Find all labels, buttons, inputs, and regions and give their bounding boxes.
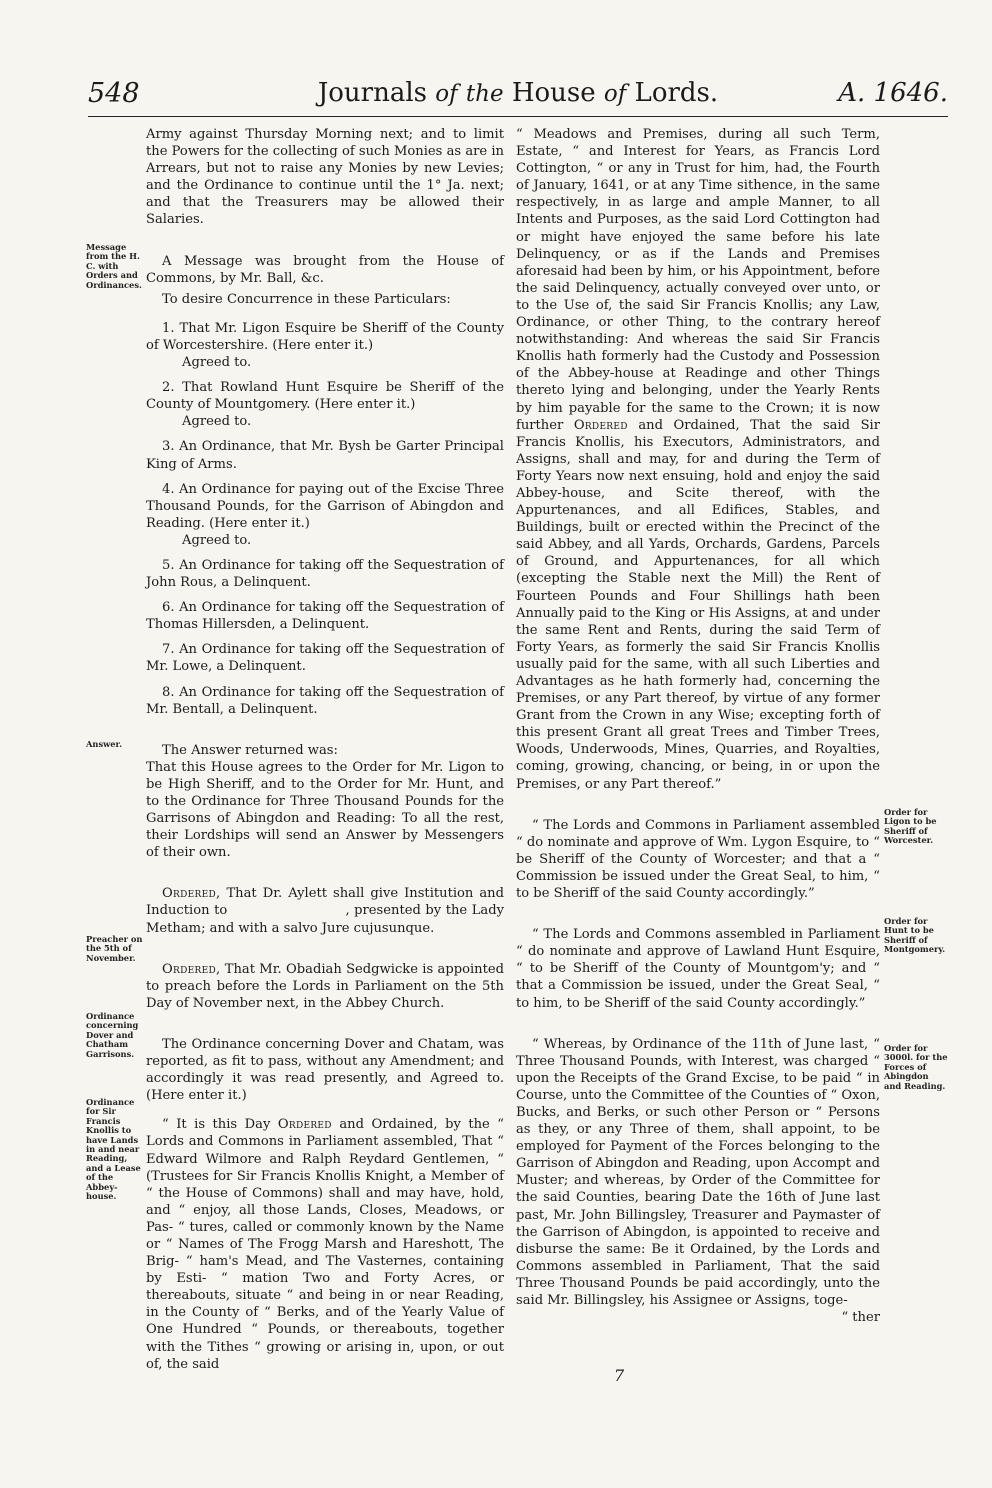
running-title: Journals of the House of Lords. xyxy=(317,78,719,108)
right-column xyxy=(516,126,880,1326)
catchword: “ ther xyxy=(841,1310,880,1326)
answer-text: That this House agrees to the Order for Mr. Ligon to be High Sheriff, and to the Order for Mr. Hunt, and to the Ordinance for Three Thousand Pounds for the Garrisons of Abingdon and Reading: To all the rest, their Lordships will send an Answer by Messengers of their own. xyxy=(146,759,504,861)
item-8: 8. An Ordinance for taking off the Sequestration of Mr. Bentall, a Delinquent. xyxy=(146,684,504,717)
order-sedgwicke: Ordered, That Mr. Obadiah Sedgwicke is appointed to preach before the Lords in Parliament on the 5th Day of November next, in the Abbey Church. xyxy=(146,961,504,1011)
margin-note-abingdon: Order for 3000l. for the Forces of Abingdon and Reading. xyxy=(884,1043,948,1091)
item-2: 2. That Rowland Hunt Esquire be Sheriff of the County of Mountgomery. (Here enter it.) xyxy=(146,380,504,413)
margin-note-ligon: Order for Ligon to be Sheriff of Worcester. xyxy=(884,807,937,846)
margin-note-answer: Answer. xyxy=(86,739,123,749)
margin-note-hunt: Order for Hunt to be Sheriff of Montgomery. xyxy=(884,916,946,955)
knollis-continued: “ Meadows and Premises, during all such Term, Estate, “ and Interest for Years, as Francis Lord Cottington, “ or any in Trust for him, had, the Fourth of January, 1641, or at any Time sithence, in the same respectively, in as large and ample Manner, to all Intents and Purposes, as the said Lord Cottington had or might have enjoyed the same before his late Delinquency, or as if the Lands and Premises aforesaid had been by him, or his Appointment, before the said Delinquency, actually conveyed over unto, or to the Use of, the said Sir Francis Knollis; any Law, Ordinance, or other Thing, to the contrary hereof notwithstanding: And whereas the said Sir Francis Knollis hath formerly had the Custody and Possession of the Abbey-house at Readinge and other Things thereto lying and belonging, under the Yearly Rents by him payable for the same to the Crown; it is now further Ordered and Ordained, That the said Sir Francis Knollis, his Executors, Administrators, and Assigns, shall and may, for and during the Term of Forty Years now next ensuing, hold and enjoy the said Abbey-house, and Scite thereof, with the Appurtenances, and all Edifices, Stables, and Buildings, built or erected within the Precinct of the said Abbey, and all Yards, Orchards, Gardens, Parcels of Ground, and Appurtenances, for all which (excepting the Stable next the Mill) the Rent of Fourteen Pounds and Four Shillings hath been Annually paid to the King or His Assigns, at and under the same Rent and Rents, during the said Term of Forty Years, as formerly the said Sir Francis Knollis usually paid for the same, with all such Liberties and Advantages as he hath formerly had, concerning the Premises, or any Part thereof, by virtue of any former Grant from the Crown in any Wise; excepting forth of this present Grant all great Trees and Timber Trees, Woods, Underwoods, Mines, Quarries, and Royalties, coming, growing, chancing, or being, in or upon the Premises, or any Part thereof.” xyxy=(516,127,881,792)
item-5: 5. An Ordinance for taking off the Sequestration of John Rous, a Delinquent. xyxy=(146,557,504,591)
header-rule xyxy=(88,116,948,117)
margin-note-preacher: Preacher on the 5th of November. xyxy=(86,934,143,963)
margin-note-dover: Ordinance concerning Dover and Chatham Garrisons. xyxy=(86,1011,139,1059)
agreed-1: Agreed to. xyxy=(182,355,252,371)
abingdon-order: “ Whereas, by Ordinance of the 11th of June last, “ Three Thousand Pounds, with Interest, was charged “ upon the Receipts of the Grand Excise, to be paid “ in Course, unto the Committee of the Counties of “ Oxon, Bucks, and Berks, or such other Person or “ Persons as they, or any Three of them, shall appoint, to be employed for Payment of the Forces belonging to the Garrison of Abingdon and Reading, upon Accompt and Muster; and whereas, by Order of the Committee for the said Counties, bearing Date the 16th of June last past, Mr. John Billingsley, Treasurer and Paymaster of the Garrison of Abingdon, is appointed to receive and disburse the same: Be it Ordained, by the Lords and Commons assembled in Parliament, That the said Three Thousand Pounds be paid accordingly, unto the said Mr. Billingsley, his Assignee or Assigns, toge- xyxy=(516,1036,880,1308)
page-header xyxy=(88,78,948,118)
item-3: 3. An Ordinance, that Mr. Bysh be Garter Principal King of Arms. xyxy=(146,439,504,472)
ligon-order: “ The Lords and Commons in Parliament assembled “ do nominate and approve of Wm. Lygon Esquire, to “ be Sheriff of the County of Worcester; and that a “ Commission be issued under the Great Seal, to him, “ to be Sheriff of the said County accordingly.” xyxy=(516,817,880,902)
agreed-4: Agreed to. xyxy=(182,532,252,548)
page-number: 548 xyxy=(88,78,140,109)
signature-mark: 7 xyxy=(614,1366,625,1385)
hunt-order: “ The Lords and Commons assembled in Parliament “ do nominate and approve of Lawland Hunt Esquire, “ to be Sheriff of the County of Mountgom'y; and “ that a Commission be issued, under the Great Seal, “ to him, to be Sheriff of the said County accordingly.” xyxy=(516,927,880,1011)
dover-ordinance: The Ordinance concerning Dover and Chatam, was reported, as fit to pass, without any Amendment; and accordingly it was read presently, and Agreed to. (Here enter it.) xyxy=(146,1036,504,1104)
margin-note-knollis: Ordinance for Sir Francis Knollis to have Lands in and near Reading, and a Lease of the Abbey-house. xyxy=(86,1097,141,1202)
paragraph-army: Army against Thursday Morning next; and to limit the Powers for the collecting of such Monies as are in Arrears, but not to raise any Monies by new Levies; and the Ordinance to continue until the 1° Ja. next; and that the Treasurers may be allowed their Salaries. xyxy=(146,127,504,228)
left-column xyxy=(146,126,509,1373)
knollis-ordinance: “ It is this Day Ordered and Ordained, by the “ Lords and Commons in Parliament assembled, That “ Edward Wilmore and Ralph Reydard Gentlemen, “ (Trustees for Sir Francis Knollis Knight, a Member of “ the House of Commons) shall and may have, hold, and “ enjoy, all those Lands, Closes, Meadows, or Pas- “ tures, called or commonly known by the Name or “ Names of The Frogg Marsh and Hareshott, The Brig- “ ham's Mead, and The Vasternes, containing by Esti- “ mation Two and Forty Acres, or thereabouts, situate “ and being in or near Reading, in the County of “ Berks, and of the Yearly Value of One Hundred “ Pounds, or thereabouts, together with the Tithes “ growing or arising in, upon, or out of, the said xyxy=(146,1117,504,1372)
item-7: 7. An Ordinance for taking off the Sequestration of Mr. Lowe, a Delinquent. xyxy=(146,642,504,675)
answer-intro: The Answer returned was: xyxy=(162,742,338,758)
message-particulars: To desire Concurrence in these Particulars: xyxy=(162,291,451,307)
item-6: 6. An Ordinance for taking off the Sequestration of Thomas Hillersden, a Delinquent. xyxy=(146,600,504,633)
message-intro: A Message was brought from the House of Commons, by Mr. Ball, &c. xyxy=(146,253,504,286)
item-4: 4. An Ordinance for paying out of the Excise Three Thousand Pounds, for the Garrison of Abingdon and Reading. (Here enter it.) xyxy=(146,481,504,531)
order-aylett: Ordered, That Dr. Aylett shall give Institution and Induction to , presented by the Lady Metham; and with a salvo Jure cujusunque. xyxy=(146,886,509,936)
year: A. 1646. xyxy=(838,78,948,108)
item-1: 1. That Mr. Ligon Esquire be Sheriff of the County of Worcestershire. (Here enter it.) xyxy=(146,320,504,353)
margin-note-message: Message from the H. C. with Orders and Ordinances. xyxy=(86,242,142,290)
agreed-2: Agreed to. xyxy=(182,414,252,430)
